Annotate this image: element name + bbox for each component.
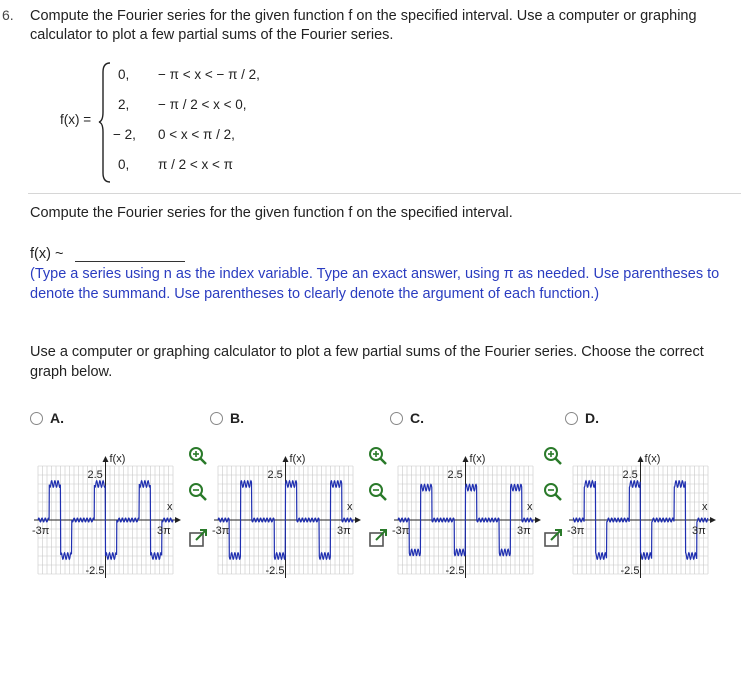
y-tick-negative: -2.5 [620, 565, 640, 577]
x-tick-negative: -3π [212, 525, 230, 537]
zoom-in-icon[interactable] [543, 446, 563, 466]
option-radio[interactable] [390, 412, 403, 425]
y-axis-arrow [463, 456, 469, 462]
answer-hint: (Type a series using n as the index variable. Type an exact answer, using π as needed. Use parentheses to denote the summand. Use parentheses to clearly denote the argument of each function.) [30, 266, 720, 302]
option-a[interactable] [30, 408, 210, 583]
y-tick-positive: 2.5 [622, 469, 638, 481]
popout-icon[interactable] [543, 528, 563, 548]
x-tick-negative: -3π [567, 525, 585, 537]
x-tick-negative: -3π [392, 525, 410, 537]
option-d[interactable] [565, 408, 743, 583]
option-letter: C. [410, 410, 424, 426]
question-number: 6. [2, 7, 14, 23]
x-axis-label: x [347, 501, 353, 513]
option-letter: A. [50, 410, 64, 426]
x-axis-arrow [710, 517, 716, 523]
zoom-out-icon[interactable] [188, 482, 208, 502]
popout-icon[interactable] [188, 528, 208, 548]
x-tick-positive: 3π [337, 525, 351, 537]
x-axis-arrow [355, 517, 361, 523]
zoom-out-icon[interactable] [543, 482, 563, 502]
option-b[interactable] [210, 408, 390, 583]
option-radio[interactable] [210, 412, 223, 425]
option-letter: D. [585, 410, 599, 426]
option-graph [210, 438, 380, 583]
y-axis-arrow [103, 456, 109, 462]
option-radio[interactable] [30, 412, 43, 425]
y-axis-label: f(x) [644, 453, 661, 465]
piecewise-lhs: f(x) = [60, 112, 92, 127]
y-axis-arrow [283, 456, 289, 462]
question-intro: Compute the Fourier series for the given function f on the specified interval. Use a computer or graphing calculator to plot a few partial sums of the Fourier series. [30, 8, 697, 43]
option-graph [30, 438, 200, 583]
part1-prompt: Compute the Fourier series for the given function f on the specified interval. [30, 205, 513, 221]
x-axis-label: x [167, 501, 173, 513]
left-brace [98, 60, 112, 185]
zoom-out-icon[interactable] [368, 482, 388, 502]
popout-icon[interactable] [368, 528, 388, 548]
option-graph [565, 438, 735, 583]
zoom-in-icon[interactable] [188, 446, 208, 466]
option-radio[interactable] [565, 412, 578, 425]
y-tick-positive: 2.5 [87, 469, 103, 481]
divider [28, 193, 741, 194]
y-axis-label: f(x) [289, 453, 306, 465]
x-tick-negative: -3π [32, 525, 50, 537]
option-graph [390, 438, 560, 583]
y-axis-arrow [638, 456, 644, 462]
fourier-series-answer-input[interactable] [75, 245, 185, 262]
x-tick-positive: 3π [157, 525, 171, 537]
y-tick-positive: 2.5 [447, 469, 463, 481]
answer-label: f(x) ~ [30, 246, 64, 262]
y-tick-negative: -2.5 [265, 565, 285, 577]
x-axis-arrow [535, 517, 541, 523]
zoom-in-icon[interactable] [368, 446, 388, 466]
part2-prompt: Use a computer or graphing calculator to plot a few partial sums of the Fourier series. Choose the correct graph below. [30, 344, 704, 380]
option-letter: B. [230, 410, 244, 426]
x-tick-positive: 3π [517, 525, 531, 537]
piecewise-function: f(x) = 0, − π < x < − π / 2, 2, − π / 2 < x < 0, − 2, 0 < x < π / 2, 0, π / 2 < x < π [60, 60, 320, 185]
x-tick-positive: 3π [692, 525, 706, 537]
x-axis-label: x [702, 501, 708, 513]
y-tick-negative: -2.5 [445, 565, 465, 577]
y-axis-label: f(x) [469, 453, 486, 465]
x-axis-arrow [175, 517, 181, 523]
x-axis-label: x [527, 501, 533, 513]
y-tick-positive: 2.5 [267, 469, 283, 481]
y-axis-label: f(x) [109, 453, 126, 465]
y-tick-negative: -2.5 [85, 565, 105, 577]
